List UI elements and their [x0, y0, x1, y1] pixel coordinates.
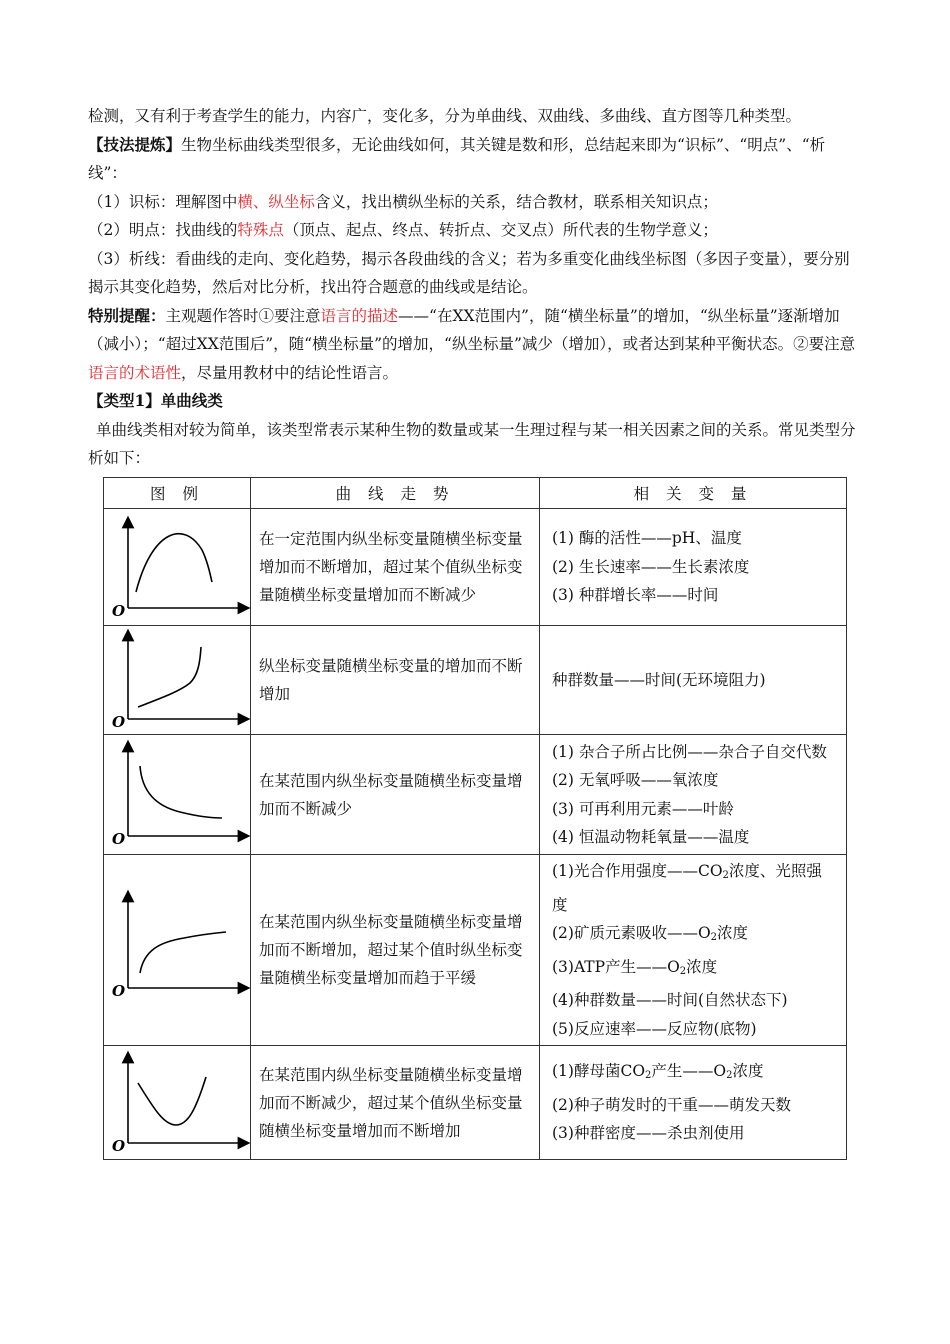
- figure-cell: [104, 509, 251, 626]
- origin-label: O: [112, 601, 126, 620]
- trend-cell: 在某范围内纵坐标变量随横坐标变量增加而不断减少: [251, 735, 540, 855]
- type1-heading: 【类型1】单曲线类: [88, 391, 223, 410]
- step-1-highlight: 横、纵坐标: [237, 192, 315, 211]
- variable-item: 种群数量——时间(无环境阻力): [552, 670, 766, 689]
- variable-item: (3)种群密度——杀虫剂使用: [552, 1124, 745, 1143]
- variable-item: (3) 可再利用元素——叶龄: [552, 799, 734, 818]
- curve-type-table: [103, 477, 847, 1160]
- tip-highlight-1: 语言的描述: [320, 306, 399, 325]
- step-2-highlight: 特殊点: [237, 221, 284, 239]
- variable-item: (1) 杂合子所占比例——杂合子自交代数: [552, 742, 827, 761]
- table-row: [104, 855, 847, 1046]
- variables-cell: [540, 855, 847, 1046]
- step-2-text-b: （顶点、起点、终点、转折点、交叉点）所代表的生物学意义；: [283, 221, 718, 239]
- curve-line: [136, 533, 212, 591]
- origin-label: O: [112, 1136, 126, 1155]
- variables-cell: [540, 735, 847, 855]
- variable-item: (1) 酶的活性——pH、温度: [552, 529, 742, 548]
- variable-item: (5)反应速率——反应物(底物): [552, 1019, 757, 1038]
- saturation-curve-graph: [104, 878, 250, 1022]
- trend-cell: 在一定范围内纵坐标变量随横坐标变量增加而不断增加，超过某个值纵坐标变量随横坐标变量增加而不断减少: [251, 509, 540, 626]
- variable-item: (4)种群数量——时间(自然状态下): [552, 991, 788, 1009]
- origin-label: O: [112, 829, 126, 848]
- header-figure: 图 例: [104, 478, 251, 509]
- variable-item: (2) 无氧呼吸——氧浓度: [552, 771, 719, 789]
- step-3: （3）析线：看曲线的走向、变化趋势，揭示各段曲线的含义；若为多重变化曲线坐标图（多因子变量），要分别揭示其变化趋势，然后对比分析，找出符合题意的曲线或是结论。: [88, 249, 850, 296]
- trend-cell: 在某范围内纵坐标变量随横坐标变量增加而不断增加，超过某个值时纵坐标变量随横坐标变量增加而趋于平缓: [251, 855, 540, 1046]
- header-trend: 曲 线 走 势: [251, 478, 540, 509]
- skill-paragraph: [88, 131, 863, 188]
- variables-cell: [540, 1046, 847, 1160]
- table-header-row: [104, 478, 847, 509]
- decay-curve-graph: [104, 736, 250, 854]
- u-curve-graph: [104, 1047, 250, 1159]
- variable-item: (2)种子萌发时的干重——萌发天数: [552, 1095, 791, 1114]
- variable-item: (4) 恒温动物耗氧量——温度: [552, 828, 750, 846]
- variable-item: (1)酵母菌$CO_2$产生$——O_2$浓度: [552, 1062, 764, 1082]
- tip-text-b: ——“在XX范围内”，随“横坐标量”的增加，“纵坐标量”逐渐增加（减小）；“超过XX范围后”，随“横坐标量”的增加，“纵坐标量”减少（增加），或者达到某种平衡状态。②要注意: [88, 306, 856, 353]
- variable-item: (2)矿质元素吸收$——O_2$浓度: [552, 924, 749, 943]
- variable-item: (3)ATP产生$——O_2$浓度: [552, 957, 718, 977]
- tip-label: 特别提醒：: [88, 305, 166, 325]
- tip-text-a: 主观题作答时①要注意: [165, 306, 321, 325]
- tip-paragraph: [88, 302, 863, 388]
- step-2-text-a: （2）明点：找曲线的: [88, 221, 238, 239]
- trend-cell: 纵坐标变量随横坐标变量的增加而不断增加: [251, 626, 540, 735]
- variable-item: (1)光合作用强度$——CO_2$浓度、光照强度: [552, 862, 822, 914]
- document-body: [88, 102, 863, 473]
- curve-line: [140, 932, 226, 973]
- table-row: [104, 626, 847, 735]
- table-row: [104, 735, 847, 855]
- inverted-u-curve-graph: [104, 510, 250, 625]
- tip-highlight-2: 语言的术语性: [88, 363, 182, 382]
- table-row: [104, 509, 847, 626]
- step-1: [88, 188, 863, 217]
- header-variables: 相 关 变 量: [540, 478, 847, 509]
- variables-cell: [540, 509, 847, 626]
- table-row: [104, 1046, 847, 1160]
- curve-line: [140, 766, 222, 818]
- figure-cell: [104, 626, 251, 735]
- step-2: [88, 216, 863, 245]
- curve-line: [138, 647, 201, 707]
- tip-text-c: ，尽量用教材中的结论性语言。: [181, 363, 399, 382]
- variable-item: (3) 种群增长率——时间: [552, 586, 719, 605]
- step-1-text-a: （1）识标：理解图中: [88, 192, 238, 211]
- figure-cell: [104, 735, 251, 855]
- figure-cell: [104, 1046, 251, 1160]
- variable-item: (2) 生长速率——生长素浓度: [552, 557, 750, 576]
- trend-cell: 在某范围内纵坐标变量随横坐标变量增加而不断减少，超过某个值纵坐标变量随横坐标变量增加而不断增加: [251, 1046, 540, 1160]
- figure-cell: [104, 855, 251, 1046]
- origin-label: O: [112, 712, 126, 731]
- skill-label: 【技法提炼】: [88, 134, 182, 154]
- type1-description: 单曲线类相对较为简单，该类型常表示某种生物的数量或某一生理过程与某一相关因素之间的关系。常见类型分析如下：: [88, 420, 856, 467]
- variables-cell: [540, 626, 847, 735]
- curve-line: [138, 1077, 206, 1125]
- step-1-text-b: 含义，找出横纵坐标的关系，结合教材，联系相关知识点；: [314, 192, 718, 211]
- j-curve-graph: [104, 627, 250, 734]
- skill-text: 生物坐标曲线类型很多，无论曲线如何，其关键是数和形，总结起来即为“识标”、“明点”、“析线”：: [88, 135, 826, 182]
- origin-label: O: [112, 982, 126, 1000]
- intro-paragraph: 检测，又有利于考查学生的能力，内容广，变化多，分为单曲线、双曲线、多曲线、直方图等几种类型。: [88, 107, 802, 125]
